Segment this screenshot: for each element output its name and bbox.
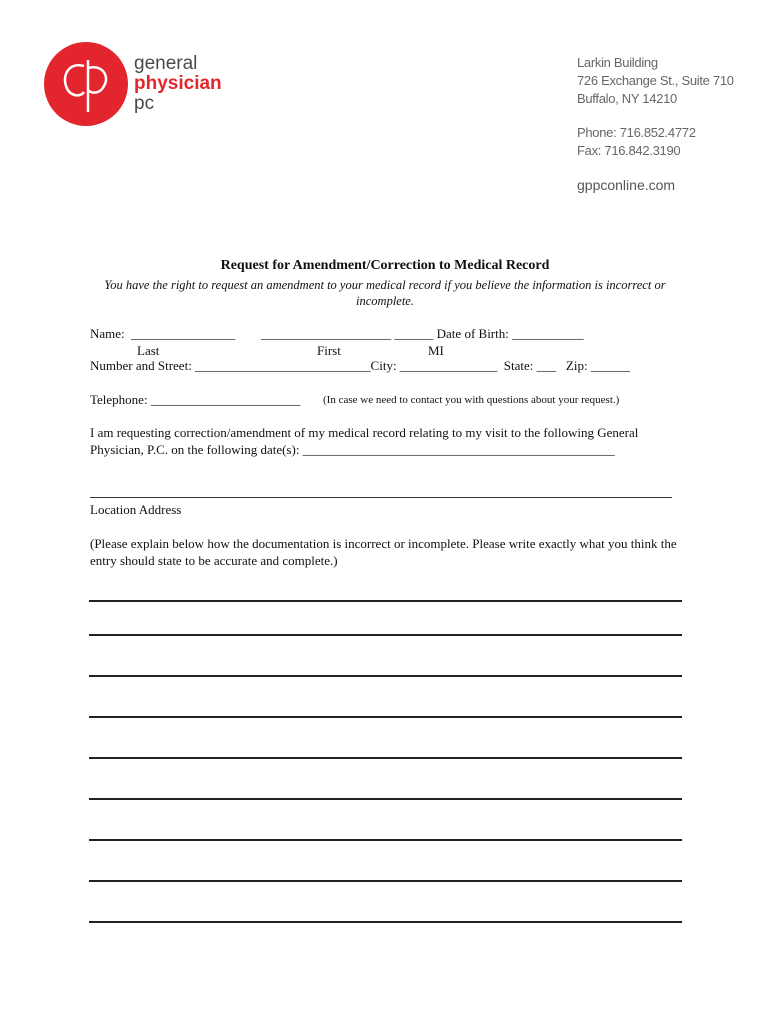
logo-word-pc: pc — [134, 93, 155, 114]
explain-instructions: (Please explain below how the documentation is incorrect or incomplete. Please write exactly what you think the entry should state to be accurate and complete.) — [90, 536, 677, 568]
writing-line[interactable] — [89, 600, 682, 602]
writing-line[interactable] — [89, 839, 682, 841]
phone-number: Phone: 716.852.4772 — [577, 125, 696, 140]
logo-wordmark — [134, 54, 222, 114]
logo-word-physician: physician — [134, 73, 222, 94]
telephone-field[interactable]: Telephone: _______________________ — [90, 392, 301, 407]
address-line-1: Larkin Building — [577, 55, 658, 70]
location-address-label: Location Address — [90, 502, 182, 517]
telephone-note: (In case we need to contact you with questions about your request.) — [323, 394, 620, 406]
writing-line[interactable] — [89, 716, 682, 718]
logo-mark — [44, 42, 128, 126]
address-line-3: Buffalo, NY 14210 — [577, 91, 677, 106]
logo-glyph-icon — [44, 42, 128, 126]
writing-line[interactable] — [89, 921, 682, 923]
label-last: Last — [137, 343, 160, 358]
writing-line[interactable] — [89, 675, 682, 677]
writing-line[interactable] — [89, 634, 682, 636]
address-fields-line[interactable]: Number and Street: ___________________________City: _______________ State: ___ Zip: ______ — [90, 358, 630, 373]
label-mi: MI — [428, 343, 444, 358]
writing-line[interactable] — [89, 880, 682, 882]
name-dob-line[interactable]: Name: ________________ ____________________ ______ Date of Birth: ___________ — [90, 326, 584, 341]
fax-number: Fax: 716.842.3190 — [577, 143, 681, 158]
location-address-line[interactable] — [90, 497, 672, 498]
address-line-2: 726 Exchange St., Suite 710 — [577, 73, 734, 88]
form-title: Request for Amendment/Correction to Medical Record — [220, 258, 550, 273]
website-link[interactable]: gppconline.com — [577, 177, 676, 193]
contact-block — [577, 54, 734, 160]
logo-word-general: general — [134, 53, 198, 74]
label-first: First — [317, 343, 341, 358]
writing-line[interactable] — [89, 757, 682, 759]
request-statement[interactable]: I am requesting correction/amendment of my medical record relating to my visit to the following General Physician, P.C. on the following date(s): ________________________________________________ — [90, 425, 639, 457]
form-subtitle: You have the right to request an amendment to your medical record if you believe the information is incorrect or incomplete. — [104, 278, 666, 308]
writing-line[interactable] — [89, 798, 682, 800]
